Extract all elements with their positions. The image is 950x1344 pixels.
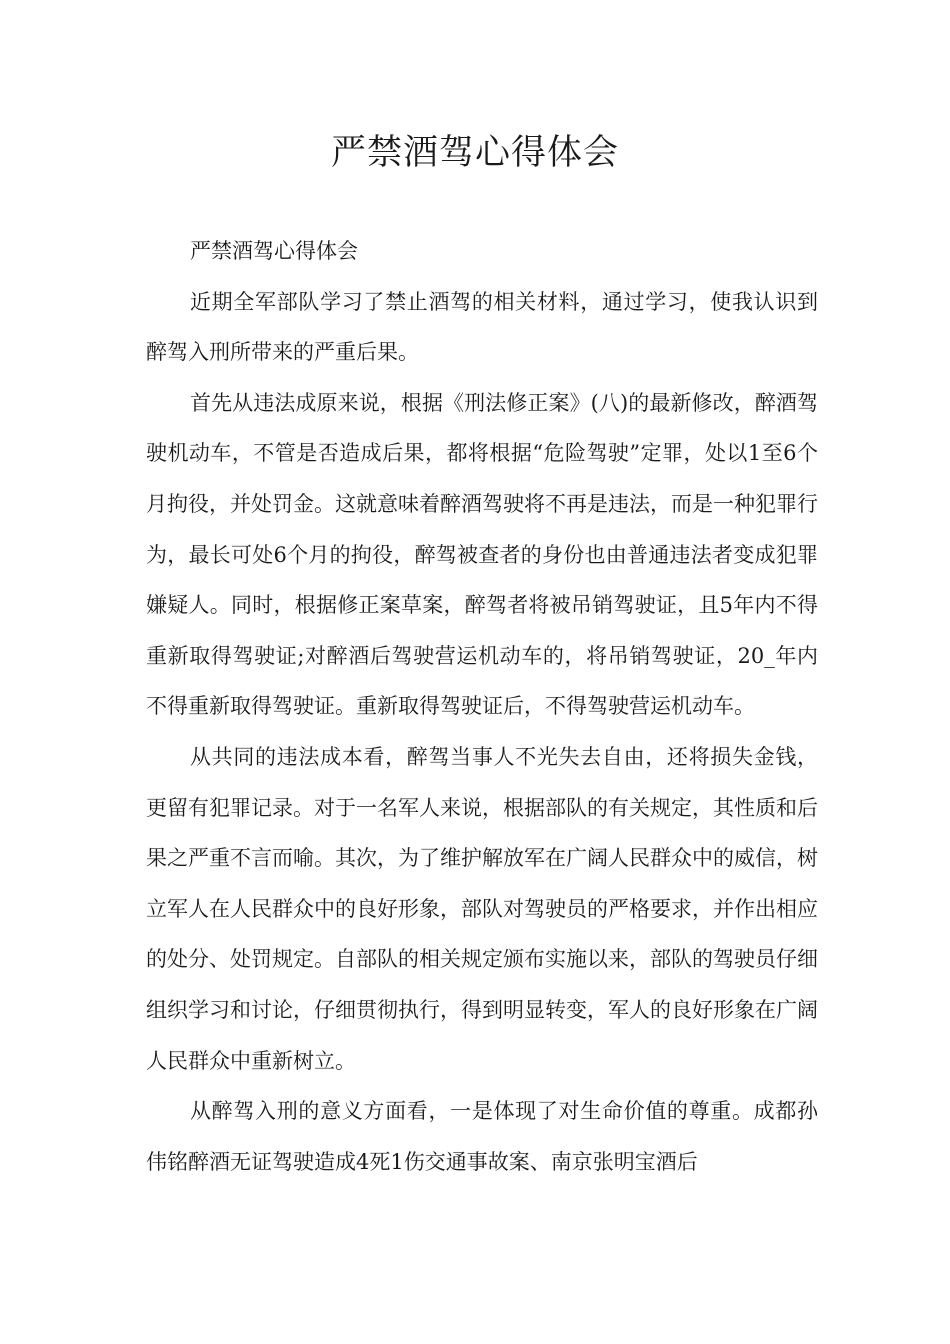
paragraph-cost: 从共同的违法成本看，醉驾当事人不光失去自由，还将损失金钱，更留有犯罪记录。对于一名军人来说，根据部队的有关规定，其性质和后果之严重不言而喻。其次，为了维护解放军在广阔人民群众中的威信，树立军人在人民群众中的良好形象，部队对驾驶员的严格要求，并作出相应的处分、处罚规定。自部队的相关规定颁布实施以来，部队的驾驶员仔细组织学习和讨论，仔细贯彻执行，得到明显转变，军人的良好形象在广阔人民群众中重新树立。 xyxy=(146,744,818,1073)
paragraph-significance: 从醉驾入刑的意义方面看，一是体现了对生命价值的尊重。成都孙伟铭醉酒无证驾驶造成4死1伤交通事故案、南京张明宝酒后 xyxy=(146,1099,818,1174)
paragraph-intro: 近期全军部队学习了禁止酒驾的相关材料，通过学习，使我认识到醉驾入刑所带来的严重后果。 xyxy=(146,289,818,365)
paragraph-legal-basis: 首先从违法成原来说，根据《刑法修正案》(八)的最新修改，醉酒驾驶机动车，不管是否造成后果，都将根据“危险驾驶”定罪，处以1至6个月拘役，并处罚金。这就意味着醉酒驾驶将不再是违法，而是一种犯罪行为，最长可处6个月的拘役，醉驾被查者的身份也由普通违法者变成犯罪嫌疑人。同时，根据修正案草案，醉驾者将被吊销驾驶证，且5年内不得重新取得驾驶证;对醉酒后驾驶营运机动车的，将吊销驾驶证，20_年内不得重新取得驾驶证。重新取得驾驶证后，不得驾驶营运机动车。 xyxy=(146,390,818,719)
document-title: 严禁酒驾心得体会 xyxy=(330,133,619,173)
document-body xyxy=(146,226,818,1187)
paragraph-subtitle: 严禁酒驾心得体会 xyxy=(190,239,358,263)
